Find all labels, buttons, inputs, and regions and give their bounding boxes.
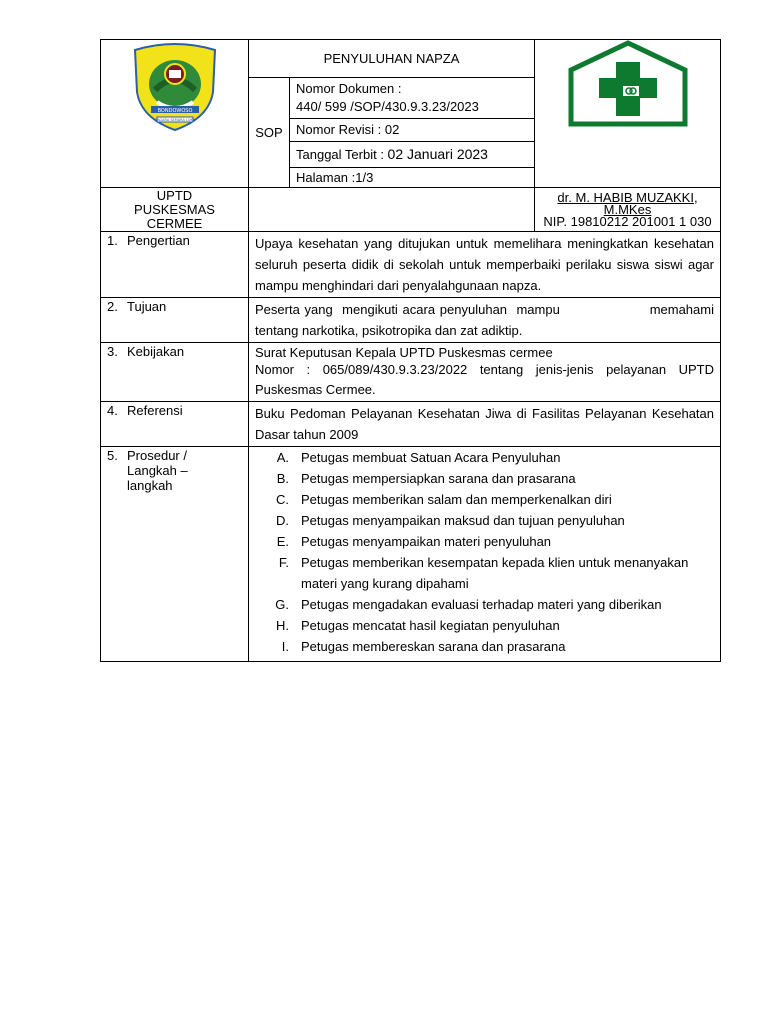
section-number: 2. (107, 299, 118, 314)
procedure-list (249, 447, 720, 657)
puskesmas-logo (535, 40, 721, 188)
organization-name (101, 188, 249, 232)
org-line-3: CERMEE (146, 216, 203, 231)
regency-crest-logo (101, 40, 249, 188)
tanggal-terbit-label: Tanggal Terbit : (296, 147, 388, 162)
kebijakan-line-1: Surat Keputusan Kepala UPTD Puskesmas cermee (255, 345, 553, 360)
tanggal-terbit (290, 142, 534, 168)
procedure-step (249, 447, 714, 468)
section-tujuan (101, 298, 721, 343)
section-label (101, 343, 249, 402)
section-referensi (101, 402, 721, 447)
org-line-1: UPTD (156, 188, 193, 203)
procedure-step (249, 552, 714, 594)
step-letter: E. (276, 534, 289, 549)
document-title: PENYULUHAN NAPZA (249, 40, 534, 78)
procedure-step (249, 636, 714, 657)
puskesmas-cross-icon (566, 40, 690, 128)
signer-nip: NIP. 19810212 201001 1 030 (543, 213, 712, 229)
svg-text:SAGARA SEMARA LOKA: SAGARA SEMARA LOKA (154, 118, 195, 122)
step-text: Petugas mencatat hasil kegiatan penyuluhan (301, 618, 560, 633)
signer-name: dr. M. HABIB MUZAKKI, M.MKes (557, 189, 698, 217)
crest-icon (129, 40, 221, 132)
step-text: Petugas mengadakan evaluasi terhadap materi yang diberikan (301, 597, 662, 612)
halaman: Halaman :1/3 (296, 170, 374, 185)
org-line-2: PUSKESMAS (134, 202, 215, 217)
procedure-step (249, 531, 714, 552)
section-title: Prosedur / Langkah – langkah (127, 448, 188, 493)
step-letter: H. (276, 618, 289, 633)
step-text: Petugas menyampaikan maksud dan tujuan penyuluhan (301, 513, 625, 528)
section-text: Buku Pedoman Pelayanan Kesehatan Jiwa di Fasilitas Pelayanan Kesehatan Dasar tahun 2009 (249, 402, 721, 447)
kebijakan-line-2: Nomor : 065/089/430.9.3.23/2022 tentang jenis-jenis pelayanan UPTD Puskesmas Cermee. (255, 362, 714, 397)
step-text: Petugas mempersiapkan sarana dan prasarana (301, 471, 576, 486)
step-text: Petugas membereskan sarana dan prasarana (301, 639, 566, 654)
step-letter: B. (276, 471, 289, 486)
section-text (249, 343, 721, 402)
blank-cell (249, 188, 535, 232)
step-text: Petugas memberikan salam dan memperkenalkan diri (301, 492, 612, 507)
nomor-revisi: Nomor Revisi : 02 (290, 119, 534, 142)
step-letter: D. (276, 513, 289, 528)
section-pengertian (101, 232, 721, 298)
procedure-step (249, 594, 714, 615)
sop-table (100, 39, 721, 662)
step-letter: G. (275, 597, 289, 612)
nomor-dokumen-value: 440/ 599 /SOP/430.9.3.23/2023 (296, 99, 479, 114)
step-text: Petugas menyampaikan materi penyuluhan (301, 534, 552, 549)
section-label (101, 402, 249, 447)
tanggal-terbit-value: 02 Januari 2023 (387, 146, 488, 162)
section-title: Kebijakan (127, 344, 185, 359)
section-title: Referensi (127, 403, 183, 418)
section-prosedur (101, 447, 721, 662)
document-meta-block (249, 40, 535, 188)
step-text: Petugas membuat Satuan Acara Penyuluhan (301, 450, 561, 465)
section-kebijakan (101, 343, 721, 402)
section-label (101, 298, 249, 343)
step-letter: F. (278, 555, 289, 570)
procedure-step (249, 468, 714, 489)
step-letter: A. (276, 450, 289, 465)
section-number: 3. (107, 344, 118, 359)
step-letter: I. (281, 639, 289, 654)
procedure-steps (249, 447, 721, 662)
section-title: Pengertian (127, 233, 190, 248)
sop-document (100, 39, 720, 662)
section-label (101, 232, 249, 298)
section-number: 5. (107, 448, 118, 463)
nomor-dokumen-label: Nomor Dokumen : (296, 81, 402, 96)
nomor-dokumen (290, 78, 534, 119)
section-text: Peserta yang mengikuti acara penyuluhan mampu memahami tentang narkotika, psikotropika dan zat adiktip. (249, 298, 721, 343)
step-letter: C. (276, 492, 289, 507)
step-text: Petugas memberikan kesempatan kepada klien untuk menanyakan materi yang kurang dipahami (301, 555, 689, 591)
signer-block (535, 188, 721, 232)
section-title: Tujuan (127, 299, 167, 314)
procedure-step (249, 489, 714, 510)
section-label (101, 447, 249, 662)
sop-label: SOP (249, 78, 290, 187)
procedure-step (249, 615, 714, 636)
section-text: Upaya kesehatan yang ditujukan untuk memelihara meningkatkan kesehatan seluruh peserta didik di sekolah untuk memperbaiki perilaku siswa siswi agar mampu menghindari dari penyalahgunaan napza. (249, 232, 721, 298)
svg-text:BONDOWOSO: BONDOWOSO (157, 108, 192, 114)
section-number: 4. (107, 403, 118, 418)
procedure-step (249, 510, 714, 531)
section-number: 1. (107, 233, 118, 248)
